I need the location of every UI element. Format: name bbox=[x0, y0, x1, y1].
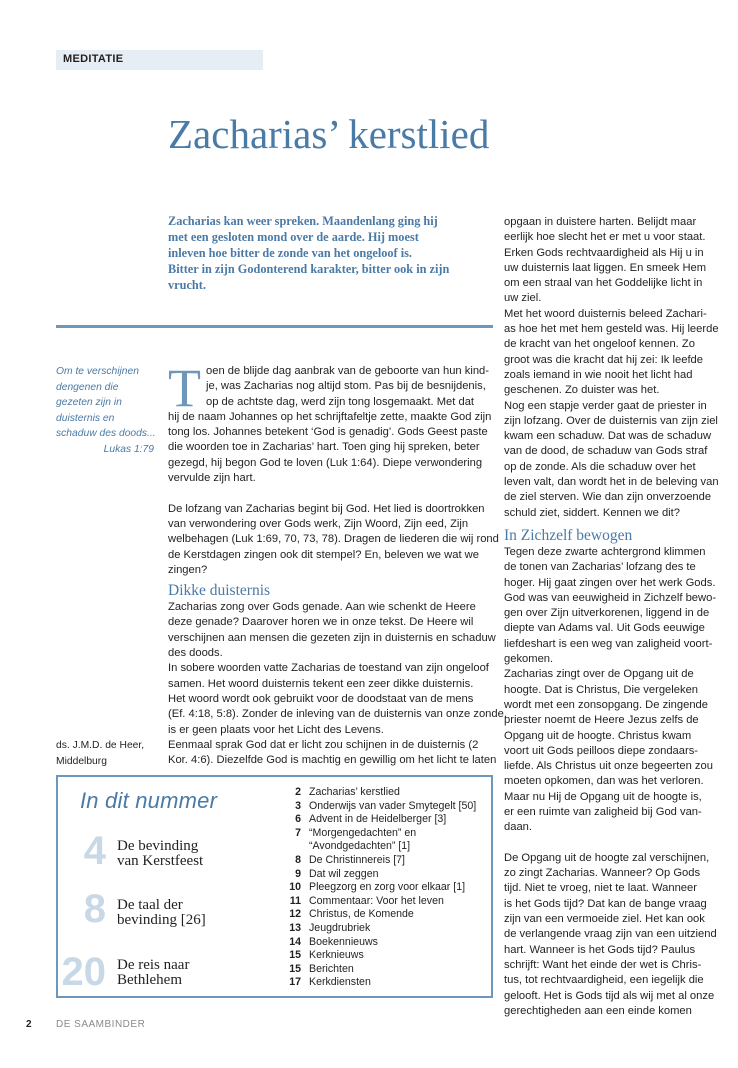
text-line: In sobere woorden vatte Zacharias de toestand van zijn ongeloof bbox=[168, 662, 489, 675]
text-line: je, was Zacharias nog altijd stom. Pas bij de besnijdenis, bbox=[206, 380, 486, 393]
text-line: kwam een schaduw. Dat was de schaduw bbox=[504, 430, 712, 443]
contents-page-number: 15 bbox=[289, 949, 301, 962]
contents-entry[interactable] bbox=[283, 813, 476, 827]
text-line: Maar nu Hij de Opgang uit de hoogte is, bbox=[504, 790, 702, 803]
text-line: priester noemt de Heere Jezus zelfs de bbox=[504, 714, 699, 727]
contents-page-number: 9 bbox=[295, 867, 301, 880]
footer-magazine-name: DE SAAMBINDER bbox=[56, 1019, 146, 1030]
text-line: Het woord wordt ook gebruikt voor de doodstaat van de mens bbox=[168, 692, 474, 705]
contents-page-number: 17 bbox=[289, 976, 301, 989]
text-line: groot was die kracht dat hij zei: Ik leefde bbox=[504, 353, 703, 366]
text-line: schrijft: Want het einde der wet is Chris- bbox=[504, 958, 702, 971]
contents-entry-title: Pleegzorg en zorg voor elkaar [1] bbox=[309, 881, 466, 894]
intro-paragraph bbox=[168, 358, 494, 486]
text-line: van verwondering over Gods werk, Zijn Woord, Zijn eed, Zijn bbox=[168, 517, 469, 530]
text-line: Eenmaal sprak God dat er licht zou schijnen in de duisternis (2 bbox=[168, 738, 479, 751]
contents-entry-title: Kerknieuws bbox=[309, 949, 364, 962]
contents-entry[interactable] bbox=[283, 868, 476, 882]
text-line: wordt met een zonsopgang. De zingende bbox=[504, 698, 708, 711]
contents-list bbox=[283, 786, 476, 990]
contents-page-number: 3 bbox=[295, 799, 301, 812]
text-line: van de dood, de schaduw van Gods straf bbox=[504, 445, 708, 458]
text-line: de ziel sterven. Wie dan zijn onverzoende bbox=[504, 491, 712, 504]
text-line: op de zonde. Als die schaduw over het bbox=[504, 460, 696, 473]
text-line: schuld ziet, siddert. Kennen we dit? bbox=[504, 506, 680, 519]
contents-page-number: 10 bbox=[289, 881, 301, 894]
text-line: Erken Gods rechtvaardigheid als Hij u in bbox=[504, 246, 704, 259]
text-line: hoogte. Dat is Christus, Die vergeleken bbox=[504, 683, 699, 696]
text-line: samen. Het woord duisternis tekent een zeer dikke duisternis. bbox=[168, 677, 474, 690]
text-line: De lofzang van Zacharias begint bij God. Het lied is doortrokken bbox=[168, 502, 485, 515]
text-line: oen de blijde dag aanbrak van de geboorte van hun kind- bbox=[206, 365, 490, 377]
contents-entry-title: “Avondgedachten” [1] bbox=[309, 840, 411, 853]
heading-in-zichzelf-bewogen: In Zichzelf bewogen bbox=[504, 526, 633, 544]
contents-entry-title: Advent in de Heidelberger [3] bbox=[309, 813, 447, 826]
footer-page-number: 2 bbox=[26, 1019, 32, 1030]
contents-page-number: 7 bbox=[295, 826, 301, 839]
text-line: zingen? bbox=[168, 563, 208, 576]
contents-entry[interactable] bbox=[283, 922, 476, 936]
text-line: vervulde zijn hart. bbox=[168, 472, 256, 485]
section-tag: MEDITATIE bbox=[63, 53, 124, 65]
contents-entry[interactable] bbox=[283, 976, 476, 990]
author-credit bbox=[56, 738, 144, 769]
feature-title-line: Bethlehem bbox=[117, 972, 182, 988]
text-line: de Kerstdagen zingen ook dit stempel? En, beleven we wat we bbox=[168, 548, 479, 561]
contents-entry-title: Zacharias’ kerstlied bbox=[309, 786, 400, 798]
text-line: zijn lofzang. Over de duisternis van zijn ziel bbox=[504, 414, 718, 427]
text-line: op de achtste dag, werd zijn tong losgemaakt. Met dat bbox=[206, 395, 475, 408]
text-line: gekomen. bbox=[504, 653, 554, 666]
feature-title-line: De taal der bbox=[117, 897, 183, 913]
text-line: gerechtigheden aan een einde komen bbox=[504, 1004, 692, 1017]
contents-entry-title: Kerkdiensten bbox=[309, 976, 371, 989]
text-line: eerlijk hoe slecht het er met u voor staat. bbox=[504, 231, 706, 244]
text-line: de kracht van het ongeloof kennen. Zo bbox=[504, 338, 695, 351]
text-line: daan. bbox=[504, 821, 532, 834]
text-line: de verlangende vraag zijn van een uitziend bbox=[504, 928, 717, 941]
contents-entry[interactable] bbox=[283, 800, 476, 814]
contents-entry[interactable] bbox=[283, 895, 476, 909]
paragraph-2 bbox=[168, 502, 499, 578]
text-line: die woorden toe in Zacharias’ hart. Toen ging hij spreken, beter bbox=[168, 441, 480, 454]
text-line: deze genade? Daarover horen we in onze tekst. De Heere wil bbox=[168, 616, 474, 629]
text-line: gen over Zijn uitverkorenen, liggend in de bbox=[504, 607, 710, 620]
paragraph-3 bbox=[168, 600, 507, 768]
contents-page-number: 2 bbox=[295, 786, 301, 798]
text-line: Kor. 4:6). Diezelfde God is machtig en gewillig om het licht te laten bbox=[168, 754, 497, 767]
text-line: om een straal van het Goddelijke licht in bbox=[504, 277, 703, 290]
text-line: opgaan in duistere harten. Belijdt maar bbox=[504, 216, 697, 228]
contents-entry-title: Commentaar: Voor het leven bbox=[309, 894, 444, 907]
text-line: voort uit Gods peilloos diepe zondaars- bbox=[504, 744, 699, 757]
feature-title[interactable] bbox=[117, 839, 203, 869]
right-paragraph-3 bbox=[504, 851, 717, 1019]
contents-page-number: 12 bbox=[289, 908, 301, 921]
text-line: leven valt, dan wordt het in de beleving van bbox=[504, 476, 719, 489]
contents-page-number: 6 bbox=[295, 813, 301, 826]
contents-entry-title: Berichten bbox=[309, 962, 354, 975]
text-line: Met het woord duisternis beleed Zachari- bbox=[504, 307, 707, 320]
quote-line: dengenen die bbox=[56, 381, 119, 393]
contents-title: In dit nummer bbox=[80, 788, 218, 813]
article-title: Zacharias’ kerstlied bbox=[168, 111, 490, 157]
contents-entry[interactable] bbox=[283, 827, 476, 841]
text-line: welbehagen (Luk 1:69, 70, 73, 78). Dragen de liederen die wij rond bbox=[168, 533, 499, 546]
right-paragraph-2 bbox=[504, 545, 717, 836]
text-line: gelooft. Het is Gods tijd als wij met al onze bbox=[504, 989, 715, 1002]
feature-page-number: 8 bbox=[83, 887, 106, 931]
quote-reference: Lukas 1:79 bbox=[103, 443, 154, 455]
text-line: De Opgang uit de hoogte zal verschijnen, bbox=[504, 851, 710, 864]
text-line: Opgang uit de hoogte. Christus kwam bbox=[504, 729, 692, 742]
lead-line: Bitter in zijn Godonterend karakter, bitter ook in zijn bbox=[168, 262, 450, 276]
text-line: is er geen plaats voor het Licht des Levens. bbox=[168, 723, 384, 736]
feature-title[interactable] bbox=[117, 898, 206, 928]
contents-entry-title: Onderwijs van vader Smytegelt [50] bbox=[309, 799, 477, 812]
contents-entry[interactable] bbox=[283, 908, 476, 922]
text-line: diepte van Adams val. Uit Gods eeuwige bbox=[504, 622, 705, 635]
text-line: moeten opkomen, dan was het verloren. bbox=[504, 775, 704, 788]
text-line: (Ef. 4:18, 5:8). Zonder de inleving van de duisternis van onze zonde, bbox=[168, 708, 507, 721]
contents-entry-title: De Christinnereis [7] bbox=[309, 853, 405, 866]
lead-line: vrucht. bbox=[168, 278, 206, 292]
contents-entry[interactable] bbox=[283, 840, 476, 854]
author-line: ds. J.M.D. de Heer, bbox=[56, 740, 145, 751]
text-line: uw ziel. bbox=[504, 292, 542, 305]
text-line: de tonen van Zacharias’ lofzang des te bbox=[504, 561, 696, 574]
text-line: tus, tot rechtvaardigheid, een iegelijk die bbox=[504, 974, 704, 987]
quote-line: gezeten zijn in bbox=[56, 397, 122, 408]
contents-page-number: 11 bbox=[289, 894, 301, 907]
body-column-right bbox=[504, 215, 719, 1019]
lead-line: inleven hoe bitter de zonde van het ongeloof is. bbox=[168, 246, 412, 260]
quote-line: schaduw des doods... bbox=[56, 428, 156, 439]
feature-title-line: De reis naar bbox=[117, 957, 190, 973]
text-line: zijn van een vermoeide ziel. Het kan ook bbox=[504, 913, 705, 926]
lead-line: Zacharias kan weer spreken. Maandenlang ging hij bbox=[168, 214, 438, 228]
lead-paragraph bbox=[168, 213, 493, 293]
text-line: Zacharias zingt over de Opgang uit de bbox=[504, 668, 694, 681]
contents-entry[interactable] bbox=[283, 854, 476, 868]
text-line: liefdeshart is een weg van zaligheid voort- bbox=[504, 637, 713, 650]
feature-title-line: De bevinding bbox=[117, 838, 199, 854]
contents-page-number: 14 bbox=[289, 935, 301, 948]
feature-title-line: bevinding [26] bbox=[117, 912, 206, 928]
contents-entry[interactable] bbox=[283, 786, 476, 800]
divider-rule bbox=[56, 325, 493, 328]
contents-entry-title: “Morgengedachten” en bbox=[309, 826, 417, 839]
feature-page-number: 20 bbox=[61, 950, 106, 994]
author-line: Middelburg bbox=[56, 755, 107, 767]
contents-entry[interactable] bbox=[283, 936, 476, 950]
text-line: God was van eeuwigheid in Zichzelf bewo- bbox=[504, 591, 717, 604]
text-line: tong los. Johannes betekent ‘God is genadig’. Gods Geest paste bbox=[168, 426, 488, 439]
text-line: er een ruimte van zaligheid bij God van- bbox=[504, 805, 702, 818]
text-line: uw duisternis laat liggen. En smeek Hem bbox=[504, 261, 707, 274]
contents-entry-title: Boekennieuws bbox=[309, 935, 378, 948]
text-line: verschijnen aan mensen die gezeten zijn in duisternis en schaduw bbox=[168, 631, 496, 644]
text-line: Nog een stapje verder gaat de priester in bbox=[504, 399, 707, 412]
contents-entry[interactable] bbox=[283, 963, 476, 977]
pull-quote bbox=[56, 364, 154, 457]
contents-entry-title: Dat wil zeggen bbox=[309, 867, 379, 880]
contents-entry-title: Jeugdrubriek bbox=[309, 921, 371, 934]
drop-cap: T bbox=[168, 358, 201, 418]
contents-entry-title: Christus, de Komende bbox=[309, 908, 414, 921]
text-line: liefde. Als Christus uit onze begeerten zou bbox=[504, 760, 713, 773]
text-line: hoger. Hij gaat zingen over het werk Gods. bbox=[504, 576, 716, 589]
text-line: zo zingt Zacharias. Wanneer? Op Gods bbox=[504, 867, 701, 880]
text-line: gezegd, hij begon God te loven (Luk 1:64). Diepe verwondering bbox=[168, 456, 483, 469]
feature-title[interactable] bbox=[117, 958, 189, 988]
body-column-middle bbox=[168, 358, 507, 768]
contents-page-number: 15 bbox=[289, 962, 301, 975]
text-line: Zacharias zong over Gods genade. Aan wie schenkt de Heere bbox=[168, 601, 476, 614]
contents-page-number: 8 bbox=[295, 853, 301, 866]
heading-dikke-duisternis: Dikke duisternis bbox=[168, 582, 271, 600]
contents-entry[interactable] bbox=[283, 949, 476, 963]
feature-page-number: 4 bbox=[83, 829, 106, 873]
text-line: as hoe het met hem gesteld was. Hij leerde bbox=[504, 323, 719, 336]
feature-title-line: van Kerstfeest bbox=[117, 853, 204, 869]
lead-line: met een gesloten mond over de aarde. Hij moest bbox=[168, 230, 419, 244]
quote-line: Om te verschijnen bbox=[56, 366, 139, 377]
text-line: geschenen. Zo duister was het. bbox=[504, 384, 660, 397]
contents-page-number: 13 bbox=[289, 921, 301, 934]
text-line: is het Gods tijd? Dat kan de bange vraag bbox=[504, 897, 707, 910]
text-line: hart. Wanneer is het Gods tijd? Paulus bbox=[504, 943, 696, 956]
text-line: des doods. bbox=[168, 647, 223, 660]
text-line: zoals iemand in wie nooit het licht had bbox=[504, 368, 693, 381]
contents-entry[interactable] bbox=[283, 881, 476, 895]
text-line: hij de naam Johannes op het schrijftafeltje zette, maakte God zijn bbox=[168, 410, 492, 423]
right-paragraph-1 bbox=[504, 215, 719, 521]
quote-line: duisternis en bbox=[56, 412, 115, 424]
text-line: Tegen deze zwarte achtergrond klimmen bbox=[504, 545, 706, 558]
text-line: tijd. Niet te vroeg, niet te laat. Wanneer bbox=[504, 882, 697, 895]
